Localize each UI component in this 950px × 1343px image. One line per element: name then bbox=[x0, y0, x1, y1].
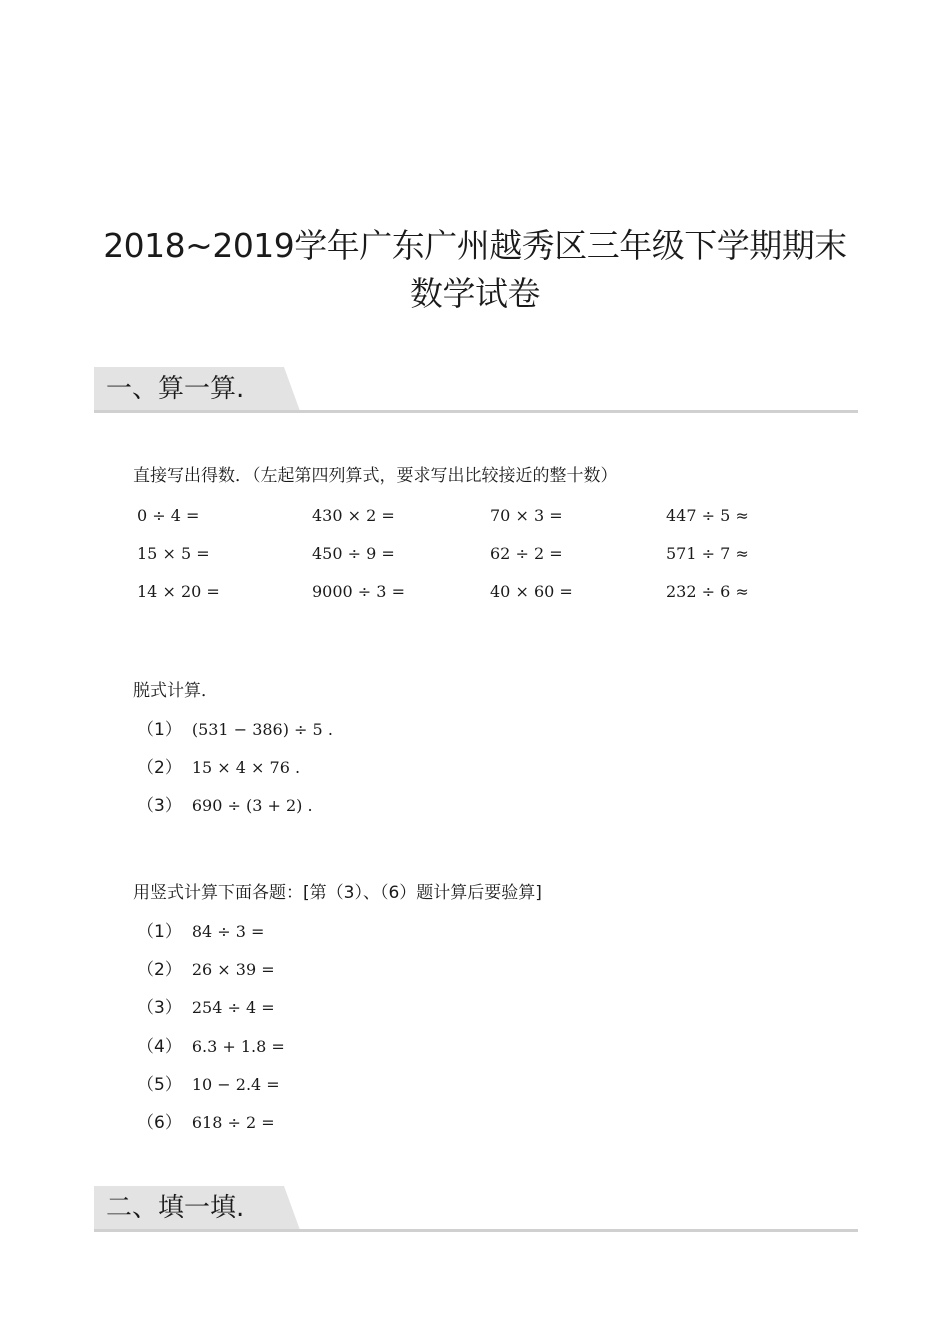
sub-question-number: （2） bbox=[137, 758, 182, 778]
section-divider bbox=[94, 1229, 858, 1232]
sub-question-number: （2） bbox=[137, 960, 182, 980]
math-cell: 15 × 5 = bbox=[137, 544, 210, 563]
sub-question-expression: 6.3 + 1.8 = bbox=[191, 1037, 285, 1056]
sub-question bbox=[137, 996, 275, 1020]
math-cell: 70 × 3 = bbox=[490, 506, 563, 525]
section-header-1 bbox=[94, 367, 858, 413]
math-cell: 40 × 60 = bbox=[490, 582, 573, 601]
sub-question bbox=[137, 958, 275, 982]
sub-question bbox=[137, 756, 300, 780]
sub-question bbox=[137, 794, 313, 818]
title-line-2: 数学试卷 bbox=[410, 274, 540, 313]
question-instruction: 脱式计算． bbox=[133, 681, 218, 701]
sub-question-expression: 254 ÷ 4 = bbox=[191, 998, 275, 1017]
title-line-1: 2018~2019学年广东广州越秀区三年级下学期期末 bbox=[103, 226, 847, 265]
math-cell: 9000 ÷ 3 = bbox=[312, 582, 405, 601]
sub-question-number: （6） bbox=[137, 1113, 182, 1133]
sub-question-expression: 618 ÷ 2 = bbox=[191, 1113, 275, 1132]
sub-question bbox=[137, 1073, 280, 1097]
sub-question-number: （1） bbox=[137, 922, 182, 942]
question-instruction: 用竖式计算下面各题：[第（3）、（6）题计算后要验算] bbox=[133, 883, 542, 903]
question-instruction: 直接写出得数．（左起第四列算式，要求写出比较接近的整十数） bbox=[133, 466, 618, 486]
math-cell: 232 ÷ 6 ≈ bbox=[666, 582, 749, 601]
sub-question-expression: 84 ÷ 3 = bbox=[191, 922, 265, 941]
page-title bbox=[60, 222, 890, 318]
math-cell: 430 × 2 = bbox=[312, 506, 395, 525]
sub-question-number: （3） bbox=[137, 998, 182, 1018]
sub-question-expression: (531 − 386) ÷ 5 . bbox=[191, 720, 333, 739]
sub-question-number: （1） bbox=[137, 720, 182, 740]
math-cell: 0 ÷ 4 = bbox=[137, 506, 200, 525]
sub-question-number: （3） bbox=[137, 796, 182, 816]
sub-question-expression: 26 × 39 = bbox=[191, 960, 275, 979]
math-cell: 450 ÷ 9 = bbox=[312, 544, 395, 563]
section-header-2 bbox=[94, 1186, 858, 1232]
sub-question bbox=[137, 1111, 275, 1135]
sub-question bbox=[137, 1035, 285, 1059]
math-cell: 571 ÷ 7 ≈ bbox=[666, 544, 749, 563]
sub-question-expression: 15 × 4 × 76 . bbox=[191, 758, 301, 777]
sub-question-number: （5） bbox=[137, 1075, 182, 1095]
section-heading: 一、算一算. bbox=[106, 374, 245, 404]
sub-question bbox=[137, 920, 264, 944]
sub-question-number: （4） bbox=[137, 1037, 182, 1057]
sub-question bbox=[137, 718, 333, 742]
math-cell: 62 ÷ 2 = bbox=[490, 544, 563, 563]
sub-question-expression: 10 − 2.4 = bbox=[191, 1075, 280, 1094]
section-divider bbox=[94, 410, 858, 413]
section-heading: 二、填一填. bbox=[106, 1193, 245, 1223]
sub-question-expression: 690 ÷ (3 + 2) . bbox=[191, 796, 313, 815]
math-cell: 447 ÷ 5 ≈ bbox=[666, 506, 749, 525]
math-cell: 14 × 20 = bbox=[137, 582, 220, 601]
